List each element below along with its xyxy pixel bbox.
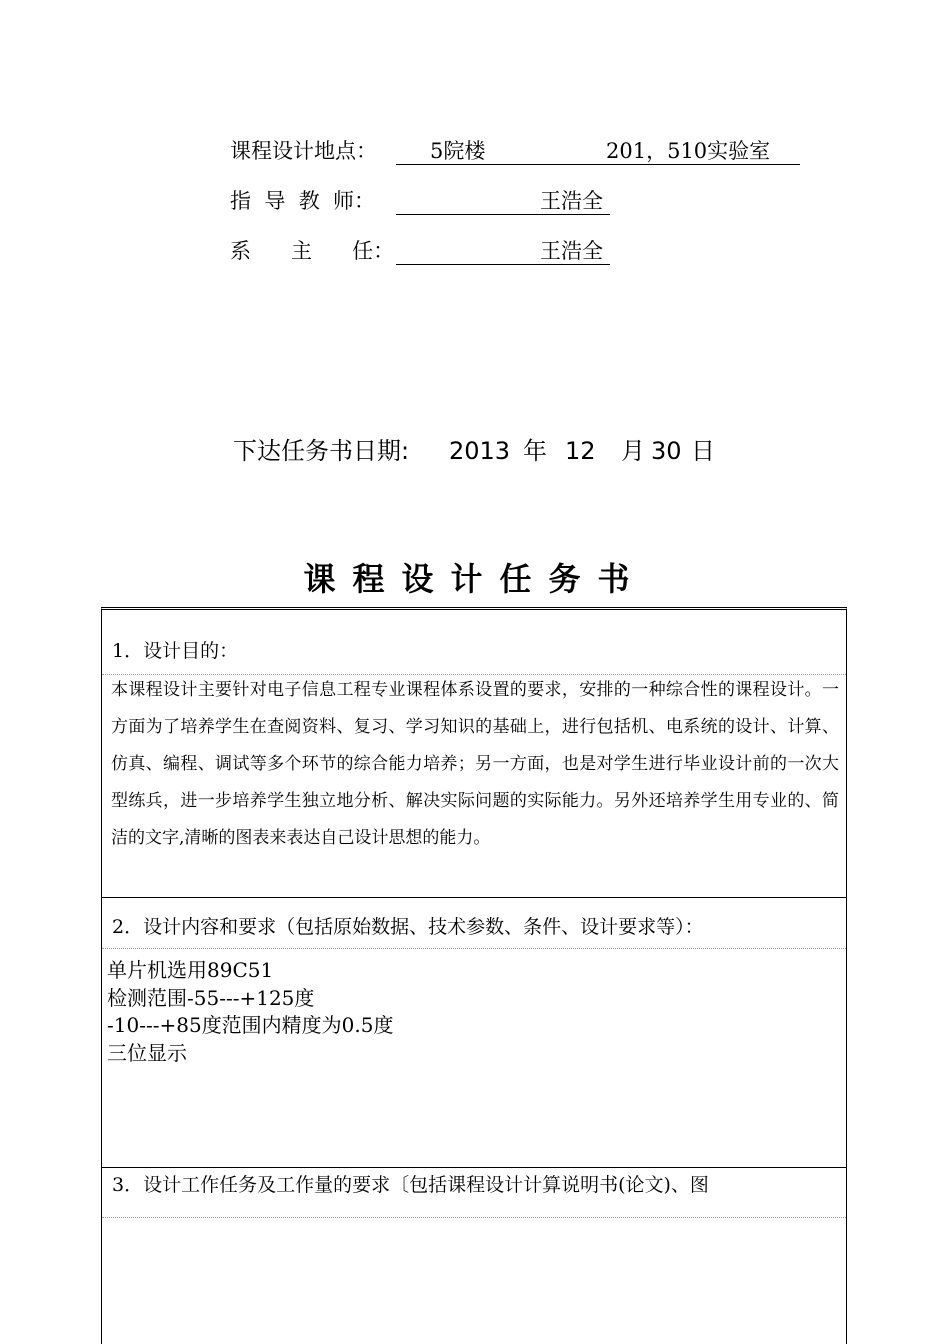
document-title: 课程设计任务书 [303,560,647,598]
requirements-list [107,957,394,1067]
dept-head-row [230,236,603,266]
issue-day-unit: 日 [691,437,715,465]
purpose-heading: 1．设计目的： [112,640,239,662]
divider [102,948,846,949]
issue-day: 30 [651,437,682,465]
requirement-item: 单片机选用89C51 [107,958,274,982]
advisor-value-field [396,186,610,215]
location-label: 课程设计地点： [230,139,377,163]
advisor-name: 王浩全 [540,189,603,213]
issue-month-unit: 月 [621,437,645,465]
issue-year-unit: 年 [523,437,547,465]
purpose-text [111,672,839,857]
requirement-item: 三位显示 [107,1040,187,1065]
location-value-field [396,136,800,165]
section-divider [102,897,846,898]
advisor-row [230,186,603,216]
location-row [230,136,771,166]
requirement-item: 检测范围-55---+125度 [107,985,315,1010]
workload-heading: 3．设计工作任务及工作量的要求〔包括课程设计计算说明书(论文)、图 [112,1174,709,1196]
divider [102,1217,846,1218]
purpose-paragraph: 本课程设计主要针对电子信息工程专业课程体系设置的要求，安排的一种综合性的课程设计。一方面为了培养学生在查阅资料、复习、学习知识的基础上，进行包括机、电系统的设计、计算、仿真、编程、调试等多个环节的综合能力培养；另一方面，也是对学生进行毕业设计前的一次大型练兵，进一步培养学生独立地分析、解决实际问题的实际能力。另外还培养学生用专业的、简洁的文字,清晰的图表来表达自己设计思想的能力。 [111,680,839,848]
content-heading: 2．设计内容和要求（包括原始数据、技术参数、条件、设计要求等）： [112,916,704,938]
dept-head-label-text: 系 主 任： [230,239,395,263]
issue-month: 12 [565,437,596,465]
advisor-label [230,186,375,216]
requirement-item: -10---+85度范围内精度为0.5度 [107,1013,394,1037]
dept-head-name: 王浩全 [540,239,603,263]
location-room: 201，510实验室 [606,139,771,163]
dept-head-label [230,236,394,266]
location-building: 5院楼 [430,139,486,163]
section-divider [102,1167,846,1168]
dept-head-value-field [396,236,610,265]
issue-date-label: 下达任务书日期: [233,437,410,465]
issue-year: 2013 [449,437,511,465]
task-table [101,607,847,1344]
advisor-label-text: 指 导 教 师： [230,189,376,213]
